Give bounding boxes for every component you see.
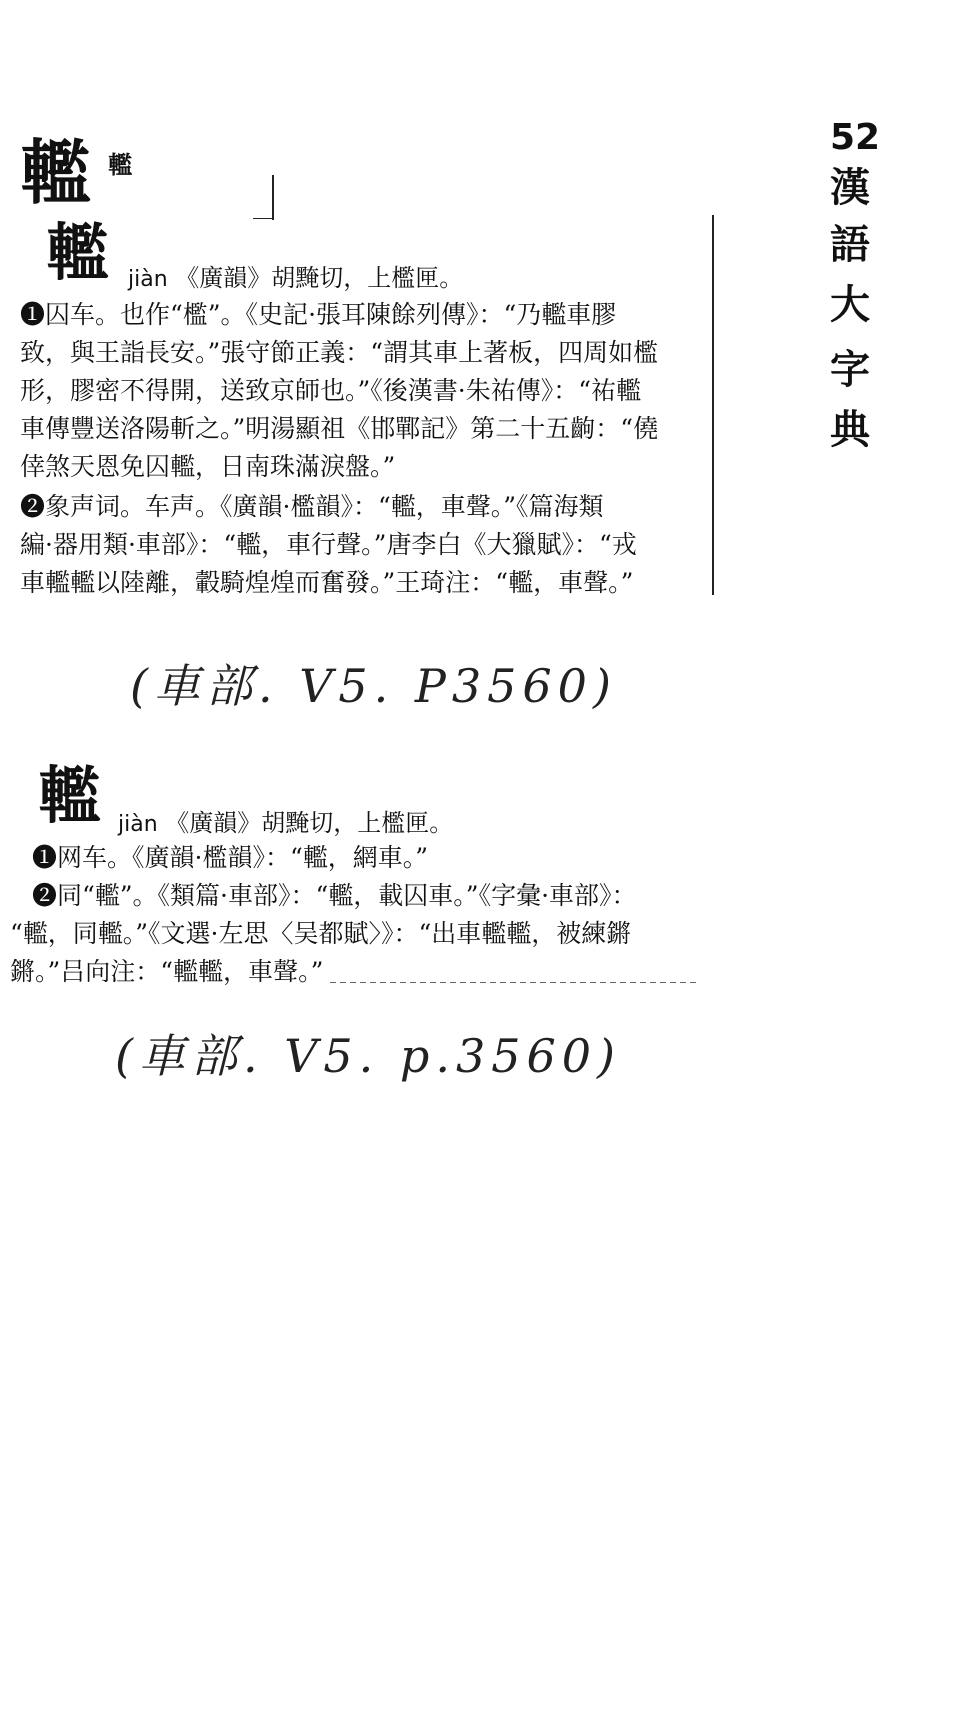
entry1-line-6: ❷象声词。车声。《廣韻·檻韻》：“轞，車聲。”《篇海類 <box>20 492 604 521</box>
entry2-line-4: 鏘。”吕向注：“轞轞，車聲。” <box>10 957 324 986</box>
handwritten-note-1: (車部. V5. P3560) <box>130 659 617 713</box>
entry1-line-7: 編·器用類·車部》：“轞，車行聲。”唐李白《大獵賦》：“戎 <box>20 530 637 559</box>
side-title-char-1: 漢 <box>830 164 870 211</box>
entry2-pinyin: jiàn <box>118 812 158 837</box>
side-page-number: 52 <box>830 117 881 158</box>
header-small-char: 轞 <box>108 150 132 179</box>
entry1-headword: 轞 <box>46 216 109 289</box>
entry1-pronunciation-line <box>128 258 463 293</box>
side-title-char-4: 字 <box>830 346 870 393</box>
handwritten-note-2: (車部. V5. p.3560) <box>115 1029 622 1083</box>
entry1-pron-source: 《廣韻》胡黤切，上檻匣。 <box>175 264 464 292</box>
header-tick <box>272 175 274 220</box>
side-title-char-3: 大 <box>830 281 870 328</box>
entry1-line-5: 倖煞天恩免囚轞，日南珠滿淚盤。” <box>20 452 396 481</box>
entry1-pinyin: jiàn <box>128 267 168 292</box>
entry2-line-3: “轞，同轞。”《文選·左思〈吴都賦〉》：“出車轞轞，被練鏘 <box>10 919 632 948</box>
side-title-char-5: 典 <box>830 406 870 453</box>
entry1-line-4: 車傳豐送洛陽斬之。”明湯顯祖《邯鄲記》第二十五齣：“僥 <box>20 414 659 443</box>
dashed-rule <box>330 982 700 983</box>
entry2-pronunciation-line <box>118 803 453 838</box>
entry2-line-1: ❶网车。《廣韻·檻韻》：“轞，網車。” <box>32 843 429 872</box>
entry1-line-1: ❶囚车。也作“檻”。《史記·張耳陳餘列傳》：“乃轞車膠 <box>20 300 617 329</box>
entry2-line-2: ❷同“轞”。《類篇·車部》：“轞，載囚車。”《字彙·車部》： <box>32 881 637 910</box>
entry1-line-3: 形，膠密不得開，送致京師也。”《後漢書·朱祐傳》：“祐轞 <box>20 376 642 405</box>
entry1-line-8: 車轞轞以陸離，轂騎煌煌而奮發。”王琦注：“轞，車聲。” <box>20 568 634 597</box>
entry2-headword: 轞 <box>38 759 101 832</box>
column-rule <box>712 215 714 595</box>
header-big-char: 轞 <box>20 131 88 214</box>
entry1-line-2: 致，與王詣長安。”張守節正義：“謂其車上著板，四周如檻 <box>20 338 659 367</box>
entry2-pron-source: 《廣韻》胡黤切，上檻匣。 <box>165 809 454 837</box>
side-title-char-2: 語 <box>830 221 870 268</box>
header-tick-base <box>253 218 273 219</box>
